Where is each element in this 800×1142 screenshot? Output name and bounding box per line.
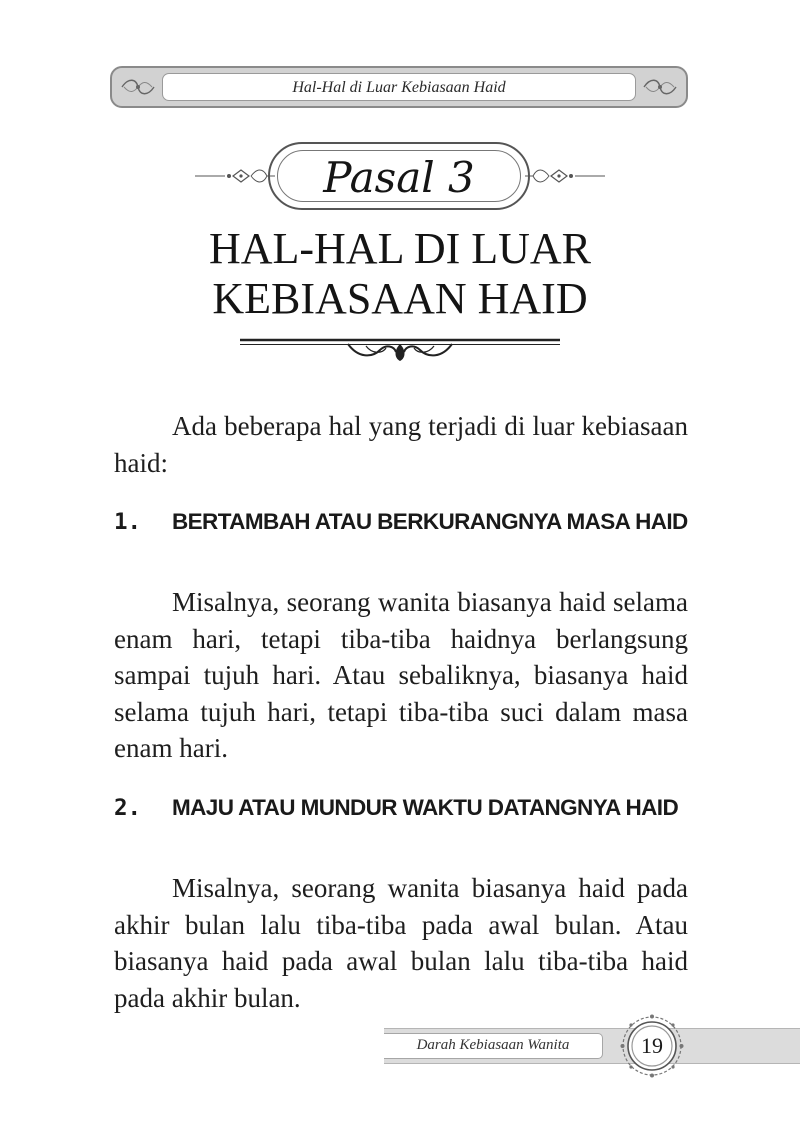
flourish-ornament-icon bbox=[195, 164, 275, 188]
chapter-title-line-2: KEBIASAAN HAID bbox=[212, 274, 588, 323]
scroll-ornament-icon bbox=[642, 76, 678, 98]
chapter-title-line-1: HAL-HAL DI LUAR bbox=[208, 224, 592, 273]
section-heading-text: BERTAMBAH ATAU BERKURANGNYA MASA HAID bbox=[172, 509, 688, 534]
section-heading bbox=[114, 790, 688, 826]
running-footer bbox=[384, 1028, 800, 1064]
chapter-label: Pasal 3 bbox=[323, 153, 475, 202]
section-heading bbox=[114, 504, 688, 540]
running-header-title: Hal-Hal di Luar Kebiasaan Haid bbox=[292, 79, 506, 96]
section-heading-text: MAJU ATAU MUNDUR WAKTU DATANGNYA HAID bbox=[172, 795, 679, 820]
swirl-divider-icon bbox=[240, 334, 560, 364]
chapter-badge bbox=[195, 142, 605, 214]
footer-book-title: Darah Kebiasaan Wanita bbox=[416, 1037, 570, 1053]
running-header-label-box bbox=[162, 73, 636, 101]
section-paragraph: Misalnya, seorang wanita biasanya haid selama enam hari, tetapi tiba-tiba haidnya berlangsung sampai tujuh hari. Atau sebaliknya, biasanya haid selama tujuh hari, tetapi tiba-tiba suci dalam masa enam hari. bbox=[114, 587, 688, 763]
intro-paragraph: Ada beberapa hal yang terjadi di luar kebiasaan haid: bbox=[114, 411, 688, 478]
section-paragraph: Misalnya, seorang wanita biasanya haid pada akhir bulan lalu tiba-tiba pada awal bulan. Atau biasanya haid pada awal bulan lalu tiba-tiba haid pada akhir bulan. bbox=[114, 873, 688, 1013]
section-number: 2. bbox=[114, 795, 142, 821]
running-header bbox=[110, 66, 688, 108]
scroll-ornament-icon bbox=[120, 76, 156, 98]
section-number: 1. bbox=[114, 509, 142, 535]
chapter-badge-frame bbox=[268, 142, 530, 210]
chapter-title bbox=[100, 224, 700, 324]
flourish-ornament-icon bbox=[525, 164, 605, 188]
page-number: 19 bbox=[641, 1033, 663, 1058]
